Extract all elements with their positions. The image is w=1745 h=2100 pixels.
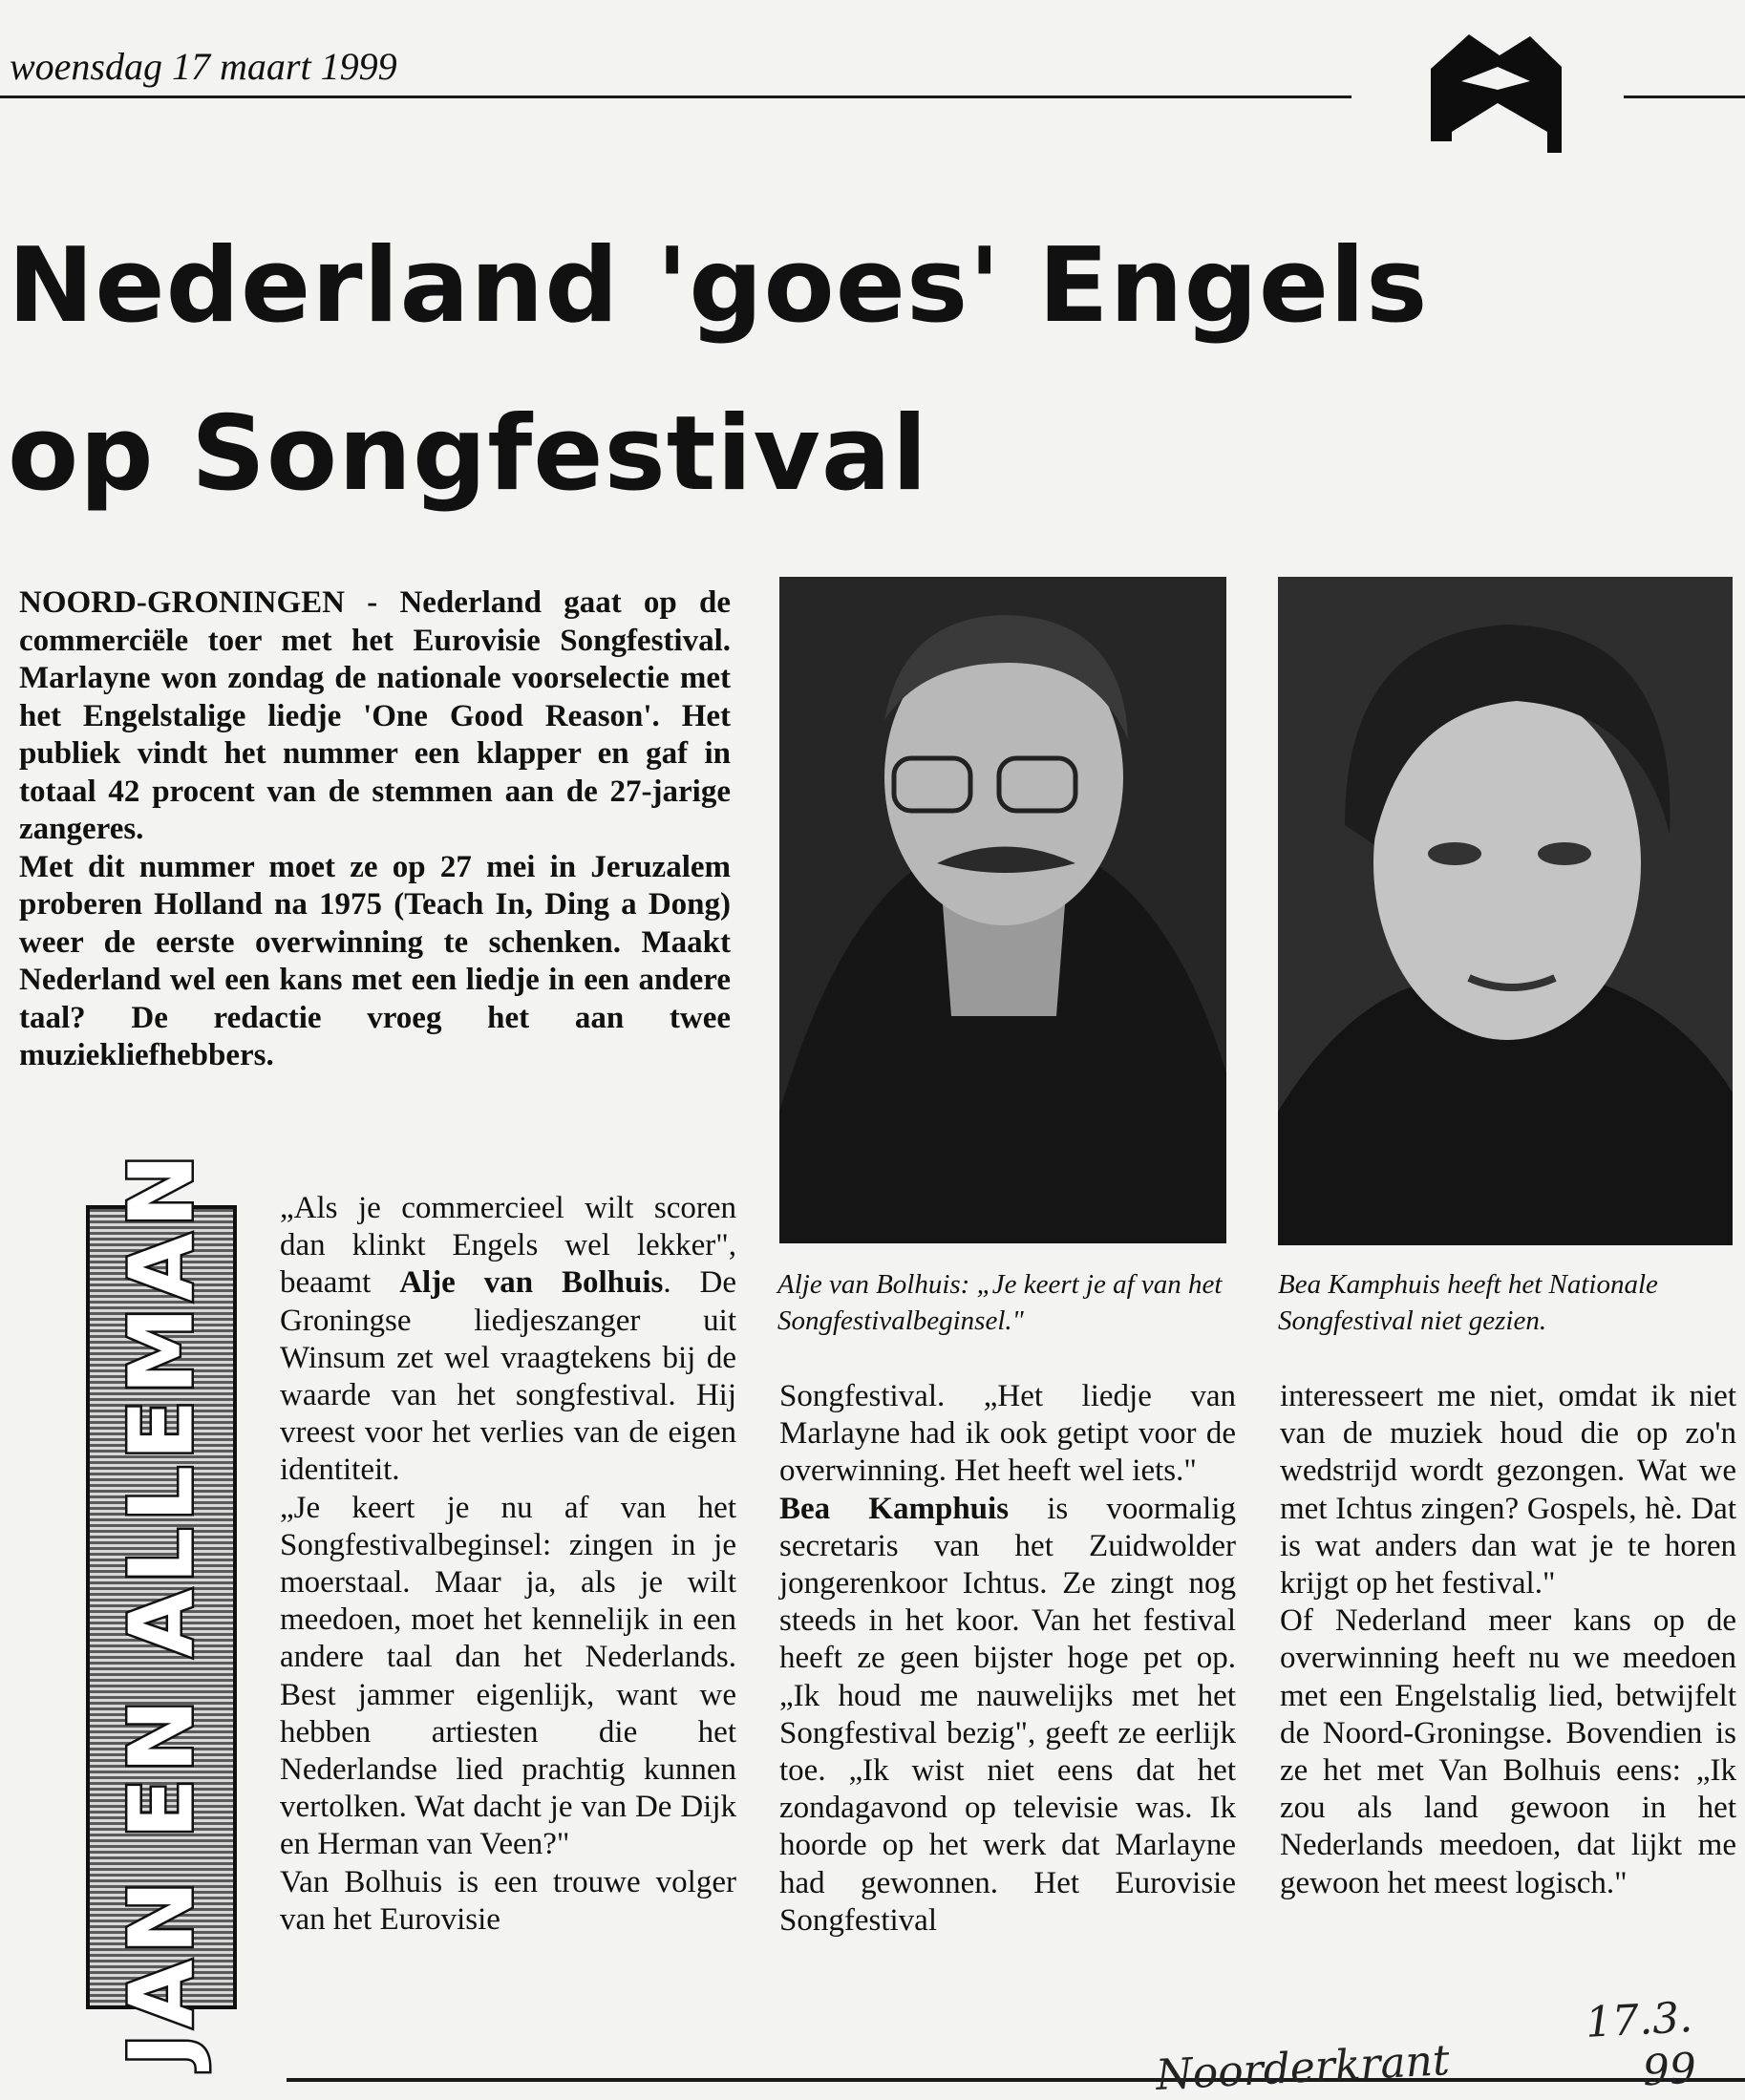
name-alje: Alje van Bolhuis [399, 1265, 664, 1301]
column-2-p2-rest: is voormalig secretaris van het Zuidwolder jongerenkoor Ichtus. Ze zingt nog steeds in het koor. Van het festival heeft ze geen bijster hoge pet op. „Ik houd me nauwelijks met het Songfestival bezig", geeft ze eerlijk toe. „Ik wist niet eens dat het zondagavond op televisie was. Ik hoorde op het werk dat Marlayne had gewonnen. Het Eurovisie Songfestival [779, 1491, 1237, 1938]
rubric-label: JAN EN ALLEMAN [110, 1148, 213, 2067]
handwritten-paper: Noorderkrant [1154, 2035, 1451, 2100]
rubric-banner [86, 1148, 237, 2067]
column-3-p1: interesseert me niet, omdat ik niet van de muziek houd die op zo'n wedstrijd wordt gezongen. Wat we met Ichtus zingen? Gospels, hè. Dat is wat anders dan wat je te horen krijgt op het festival." [1280, 1379, 1736, 1602]
headline-line-2: op Songfestival [8, 394, 928, 514]
column-1-p1 [280, 1190, 736, 1490]
name-bea: Bea Kamphuis [779, 1491, 1010, 1526]
headline [8, 202, 1717, 539]
caption-alje: Alje van Bolhuis: „Je keert je af van het Songfestivalbeginsel." [777, 1269, 1223, 1336]
handwritten-date: 17.3. [1584, 1993, 1694, 2047]
top-rule-right [1624, 95, 1745, 98]
column-2-p1: Songfestival. „Het liedje van Marlayne had ik ook getipt voor de overwinning. Het heeft wel iets." [779, 1379, 1236, 1489]
column-2-p2 [779, 1491, 1236, 1940]
column-1-p3: Van Bolhuis is een trouwe volger van het Eurovisie [280, 1864, 736, 1937]
column-1-p1-rest: . De Groningse liedjeszanger uit Winsum zet wel vraagtekens bij de waarde van het songfestival. Hij vreest voor het verlies van de eigen identiteit. [280, 1265, 737, 1488]
column-1-intro: „Als je commercieel wilt scoren dan klinkt Engels wel lekker", beaamt [280, 1191, 736, 1301]
caption-bea: Bea Kamphuis heeft het Nationale Songfestival niet gezien. [1278, 1269, 1658, 1336]
headline-line-1: Nederland 'goes' Engels [8, 226, 1429, 346]
lead-p2: Met dit nummer moet ze op 27 mei in Jeruzalem proberen Holland na 1975 (Teach In, Ding a Dong) weer de eerste overwinning te schenken. Maakt Nederland wel een kans met een liedje in een andere taal? De redactie vroeg het aan twee muziekliefhebbers. [19, 849, 731, 1072]
column-1 [280, 1190, 736, 1939]
column-2 [779, 1378, 1236, 1940]
lead-paragraph [19, 584, 731, 1075]
publication-date: woensdag 17 maart 1999 [10, 45, 397, 88]
column-1-p2: „Je keert je nu af van het Songfestivalbeginsel: zingen in je moerstaal. Maar ja, als je wilt meedoen, moet het kennelijk in een andere taal dan het Nederlands. Best jammer eigenlijk, want we hebben artiesten die het Nederlandse lied prachtig kunnen vertolken. Wat dacht je van De Dijk en Herman van Veen?" [280, 1490, 736, 1862]
photo-alje-van-bolhuis [779, 577, 1226, 1243]
newspaper-logo-icon [1423, 29, 1566, 162]
lead-p1: NOORD-GRONINGEN - Nederland gaat op de commerciële toer met het Eurovisie Songfestival. Marlayne won zondag de nationale voorselectie met het Engelstalige liedje 'One Good Reason'. Het publiek vindt het nummer een klapper en gaf in totaal 42 procent van de stemmen aan de 27-jarige zangeres. [19, 585, 731, 846]
bottom-rule [287, 2078, 1745, 2082]
column-3-p2: Of Nederland meer kans op de overwinning heeft nu we meedoen met een Engelstalig lied, betwijfelt de Noord-Groningse. Bovendien is ze het met Van Bolhuis eens: „Ik zou als land gewoon in het Nederlands meedoen, dat lijkt me gewoon het meest logisch." [1280, 1603, 1736, 1900]
photo-bea-kamphuis [1278, 577, 1733, 1245]
column-3 [1280, 1378, 1736, 1902]
handwritten-year: 99 [1641, 2044, 1698, 2096]
top-rule [0, 95, 1351, 98]
